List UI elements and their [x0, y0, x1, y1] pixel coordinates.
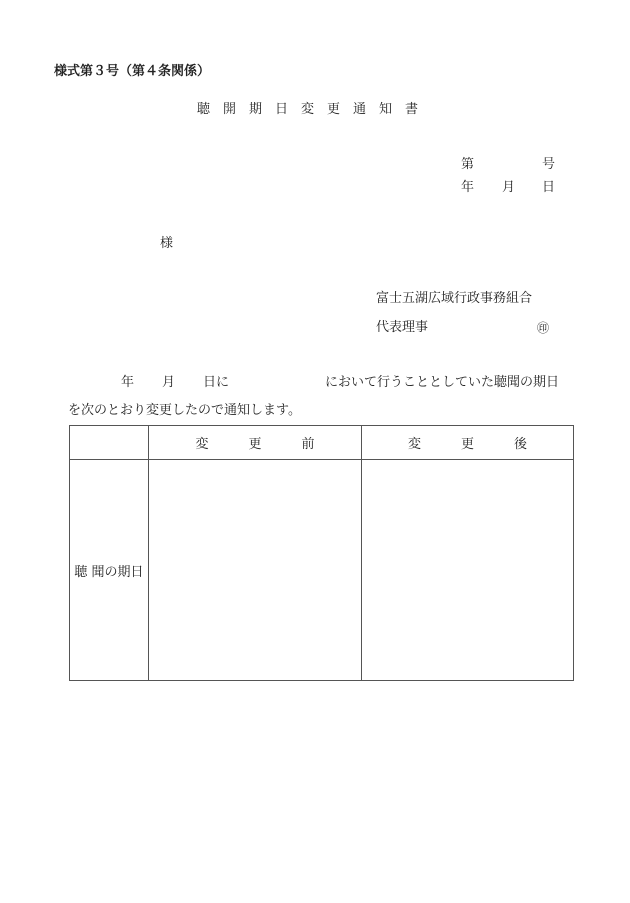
row-label: 聴 聞の期日: [70, 460, 149, 681]
date-year: 年: [461, 180, 475, 195]
date-month: 月: [502, 180, 516, 195]
schedule-change-table: [69, 425, 574, 681]
title-char: 日: [275, 102, 289, 117]
header-char: 前: [301, 437, 315, 452]
seal-mark: ㊞: [537, 321, 550, 335]
header-after: [362, 426, 574, 460]
date-day: 日: [542, 180, 556, 195]
table-row: [70, 460, 574, 681]
doc-no-suffix: 号: [542, 157, 556, 172]
sender-title: 代表理事: [376, 320, 429, 335]
table-header-row: [70, 426, 574, 460]
body-line1: において行うこととしていた聴聞の期日: [325, 375, 560, 390]
body-day: 日に: [203, 375, 230, 390]
addressee-suffix: 様: [160, 236, 174, 251]
header-char: 後: [514, 437, 528, 452]
header-char: 変: [195, 437, 209, 452]
header-before: [149, 426, 362, 460]
title-char: 書: [405, 102, 419, 117]
doc-no-prefix: 第: [461, 157, 475, 172]
title-char: 期: [249, 102, 263, 117]
header-char: 更: [248, 437, 262, 452]
header-char: 変: [407, 437, 421, 452]
body-line2: を次のとおり変更したので通知します。: [68, 403, 301, 418]
body-month: 月: [162, 375, 176, 390]
title-char: 開: [223, 102, 237, 117]
header-empty-cell: [70, 426, 149, 460]
header-char: 更: [460, 437, 474, 452]
after-date-cell[interactable]: [362, 460, 574, 681]
document-title: [197, 102, 431, 118]
sender-org: 富士五湖広域行政事務組合: [376, 291, 533, 306]
body-year: 年: [121, 375, 135, 390]
title-char: 通: [353, 102, 367, 117]
title-char: 変: [301, 102, 315, 117]
title-char: 聴: [197, 102, 211, 117]
title-char: 知: [379, 102, 393, 117]
title-char: 更: [327, 102, 341, 117]
before-date-cell[interactable]: [149, 460, 362, 681]
form-number: 様式第３号（第４条関係）: [54, 64, 211, 79]
